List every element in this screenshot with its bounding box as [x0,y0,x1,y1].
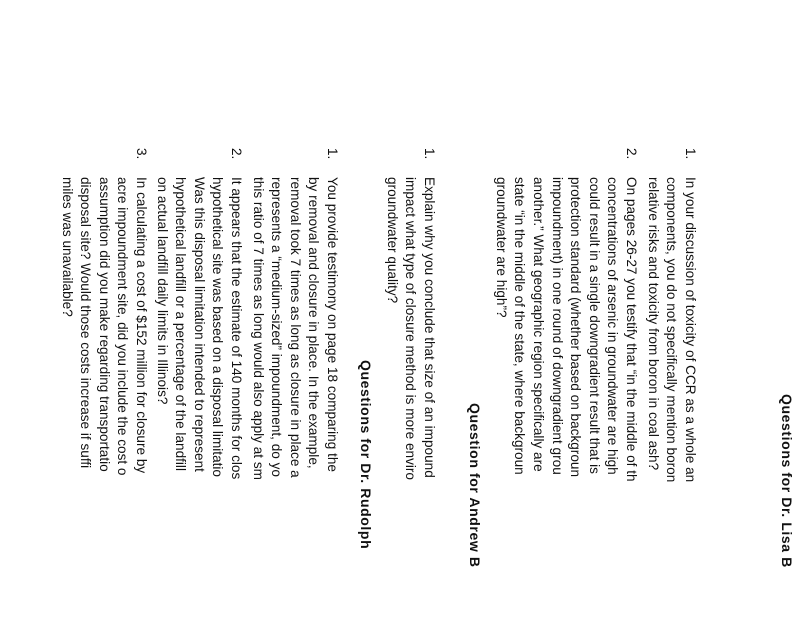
text-line: hypothetical landfill or a percentage of the landfill [173,177,189,471]
question-item [57,177,150,475]
text-line: Explain why you conclude that size of an impound [422,177,437,478]
section-heading-rudolph: Questions for Dr. Rudolph [358,360,374,550]
text-line: impact what type of closure method is more enviro [403,177,419,480]
text-line: groundwater are high”? [493,177,509,318]
item-number: 1. [422,148,437,160]
text-line: miles was unavailable? [59,177,75,317]
question-item [643,177,699,482]
text-line: relative risks and toxicity from boron in coal ash? [645,177,661,471]
item-number: 1. [325,148,340,160]
text-line: You provide testimony on page 18 comparing the [325,177,340,472]
text-line: groundwater quality? [384,177,400,304]
text-line: by removal and closure in place. In the example, [306,177,322,469]
text-line: state “in the middle of the state, where backgroun [512,177,528,475]
text-line: In your discussion of toxicity of CCR as a whole an [683,177,698,483]
text-line: components, you do not specifically mention boron [664,177,680,483]
section-heading-andrew: Question for Andrew B [467,403,483,568]
text-line: On pages 26-27 you testify that “in the middle of th [624,177,639,482]
text-line: It appears that the estimate of 140 months for clos [229,177,244,480]
text-line: disposal site? Would those costs increase if suffi [78,177,94,469]
text-line: Was this disposal limitation intended to represent [191,177,207,472]
text-line: represents a “medium-sized” impoundment, do yo [269,177,285,477]
text-line: removal took 7 times as long as closure in place a [287,177,303,478]
text-line: could result in a single downgradient result that is [586,177,602,474]
section-heading-lisa: Questions for Dr. Lisa B [779,394,795,568]
text-line: acre impoundment site, did you include the cost o [115,177,131,476]
question-item [382,177,438,480]
question-item [248,177,341,480]
text-line: impoundment) in one round of downgradient grou [549,177,565,475]
text-line: In calculating a cost of $152 million for closure by [134,177,149,474]
text-line: protection standard (whether based on backgroun [568,177,584,478]
question-item [152,177,245,479]
item-number: 3. [134,148,149,160]
text-line: assumption did you make regarding transportatio [96,177,112,472]
text-line: this ratio of 7 times as long would also apply at sm [250,177,266,480]
item-number: 1. [683,148,698,160]
text-line: hypothetical site was based on a disposal limitatio [210,177,226,477]
text-line: on actual landfill daily limits in Illinois? [154,177,170,405]
item-number: 2. [624,148,639,160]
item-number: 2. [229,148,244,160]
question-item [491,177,640,482]
text-line: another.” What geographic region specifically are [531,177,547,472]
text-line: concentrations of arsenic in groundwater are high [605,177,621,475]
